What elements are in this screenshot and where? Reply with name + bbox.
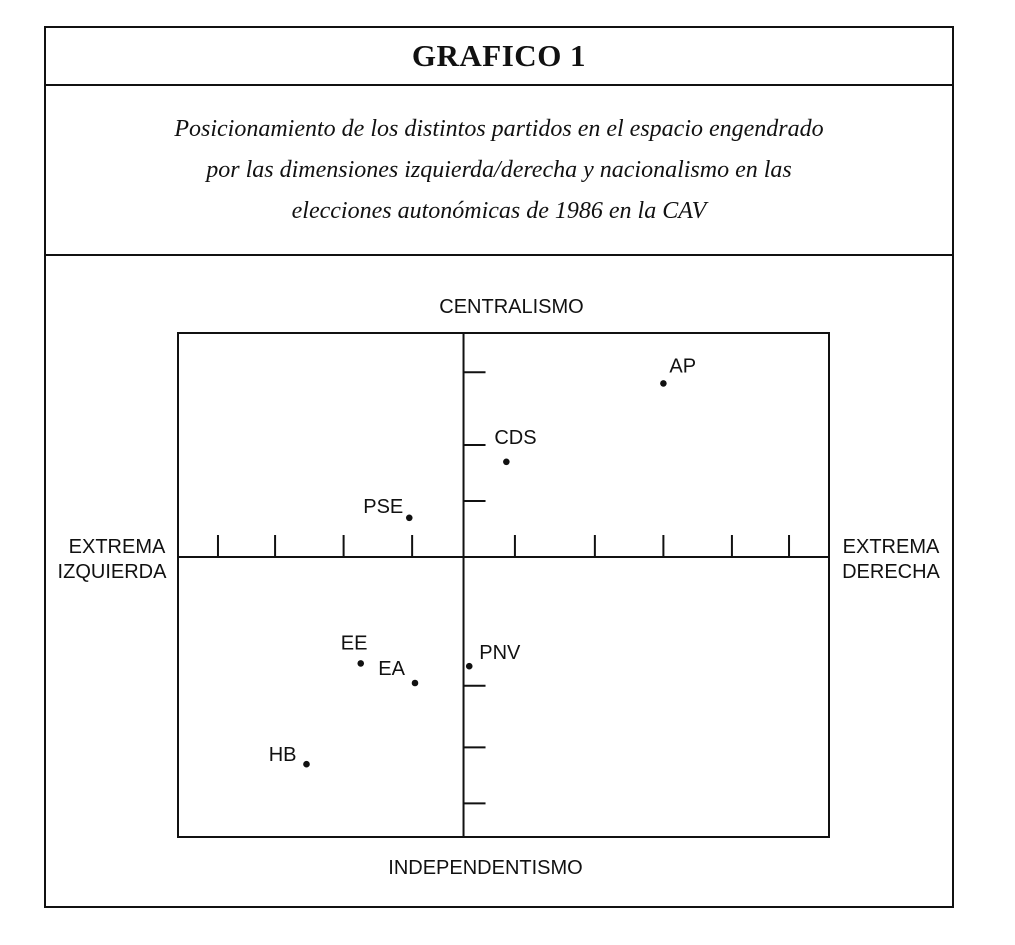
point-label-cds: CDS bbox=[494, 426, 537, 449]
axis-label-derecha: DERECHA bbox=[842, 561, 940, 583]
y-axis-ticks bbox=[464, 372, 486, 803]
point-hb bbox=[303, 761, 310, 768]
point-label-hb: HB bbox=[268, 744, 297, 767]
subtitle-line-3: elecciones autonómicas de 1986 en la CAV bbox=[291, 197, 707, 224]
point-pnv bbox=[466, 663, 473, 670]
point-label-ap: AP bbox=[669, 355, 697, 378]
point-label-ea: EA bbox=[378, 658, 405, 680]
figure-title: GRAFICO 1 bbox=[411, 38, 587, 73]
axis-label-independentismo: INDEPENDENTISMO bbox=[388, 857, 583, 879]
subtitle-line-2: por las dimensiones izquierda/derecha y nacionalismo en las bbox=[206, 156, 792, 183]
axis-label-extrema-right-line1: EXTREMA bbox=[842, 536, 940, 558]
point-label-ee: EE bbox=[340, 632, 368, 655]
point-ee bbox=[357, 660, 364, 667]
point-label-pse: PSE bbox=[363, 495, 404, 518]
axis-label-extrema-left-line1: EXTREMA bbox=[68, 536, 166, 558]
subtitle-line-1: Posicionamiento de los distintos partidos en el espacio engendrado bbox=[174, 115, 824, 142]
point-ea bbox=[412, 680, 419, 687]
data-points bbox=[269, 355, 696, 767]
point-cds bbox=[503, 459, 510, 466]
point-ap bbox=[660, 380, 667, 387]
point-label-pnv: PNV bbox=[479, 642, 521, 665]
axis-label-centralismo: CENTRALISMO bbox=[439, 296, 584, 318]
point-pse bbox=[406, 515, 413, 522]
axis-label-izquierda: IZQUIERDA bbox=[57, 561, 167, 583]
x-axis-ticks bbox=[218, 535, 789, 557]
